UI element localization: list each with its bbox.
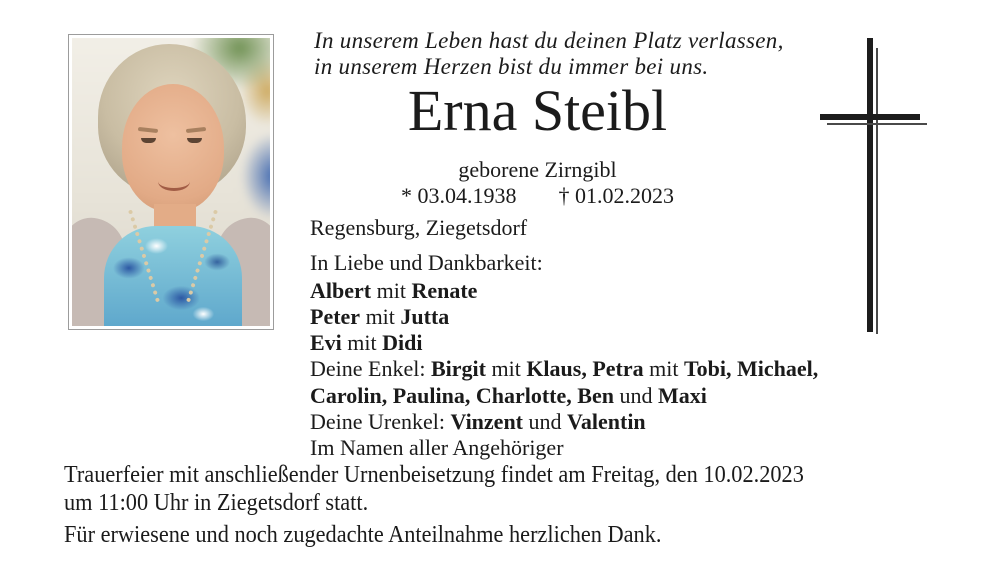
text-segment: Jutta (400, 304, 450, 329)
text-segment: Albert (310, 278, 372, 303)
funeral-info-line-1: Trauerfeier mit anschließender Urnenbeisetzung findet am Freitag, den 10.02.2023 (64, 462, 804, 488)
memorial-cross-icon (818, 36, 932, 338)
text-segment: Peter (310, 304, 361, 329)
text-segment: mit (485, 356, 527, 381)
cross-horizontal-shadow (827, 123, 927, 125)
text-segment: Deine Urenkel: (310, 409, 451, 434)
text-segment: Didi (382, 330, 423, 355)
family-line-grandchildren-1 (310, 357, 818, 381)
text-segment: Evi (310, 330, 342, 355)
cross-vertical-shadow (876, 48, 878, 334)
epigraph-line-2: in unserem Herzen bist du immer bei uns. (314, 54, 709, 79)
cross-horizontal-bar (820, 114, 920, 120)
text-segment: Maxi (657, 383, 707, 408)
maiden-name: geborene Zirngibl (458, 157, 617, 182)
portrait-photo-image (72, 38, 270, 326)
family-line-child (310, 305, 449, 329)
family-line-great-grandchildren (310, 410, 646, 434)
text-segment: Birgit (430, 356, 486, 381)
funeral-info-line-2: um 11:00 Uhr in Ziegetsdorf statt. (64, 490, 369, 516)
thanks-line: Für erwiesene und noch zugedachte Anteilnahme herzlichen Dank. (64, 522, 662, 548)
residence: Regensburg, Ziegetsdorf (310, 215, 528, 240)
family-line-child (310, 331, 423, 355)
text-segment: Valentin (567, 409, 646, 434)
family-closing: Im Namen aller Angehöriger (310, 435, 564, 460)
epigraph (314, 28, 784, 80)
death-date: † 01.02.2023 (558, 183, 674, 208)
photo-blouse (104, 226, 242, 326)
tribute-intro: In Liebe und Dankbarkeit: (310, 250, 543, 275)
life-dates (285, 183, 790, 209)
cross-vertical-bar (867, 38, 873, 332)
text-segment: und (523, 409, 568, 434)
text-segment: Carolin, Paulina, Charlotte, Ben (310, 383, 614, 408)
text-segment: Deine Enkel: (310, 356, 431, 381)
photo-face (122, 84, 224, 212)
text-segment: Renate (411, 278, 478, 303)
text-segment: und (613, 383, 658, 408)
portrait-photo (68, 34, 274, 330)
text-segment: mit (341, 330, 383, 355)
family-line-grandchildren-2 (310, 384, 707, 408)
epigraph-line-1: In unserem Leben hast du deinen Platz verlassen, (314, 28, 784, 53)
deceased-name: Erna Steibl (407, 78, 668, 143)
text-segment: mit (643, 356, 684, 381)
text-segment: mit (360, 304, 401, 329)
photo-smile (158, 172, 190, 191)
family-line-child (310, 279, 477, 303)
text-segment: Tobi, Michael, (683, 356, 819, 381)
text-segment: mit (371, 278, 412, 303)
text-segment: Klaus, Petra (526, 356, 644, 381)
text-segment: Vinzent (450, 409, 524, 434)
birth-date: * 03.04.1938 (401, 183, 517, 208)
